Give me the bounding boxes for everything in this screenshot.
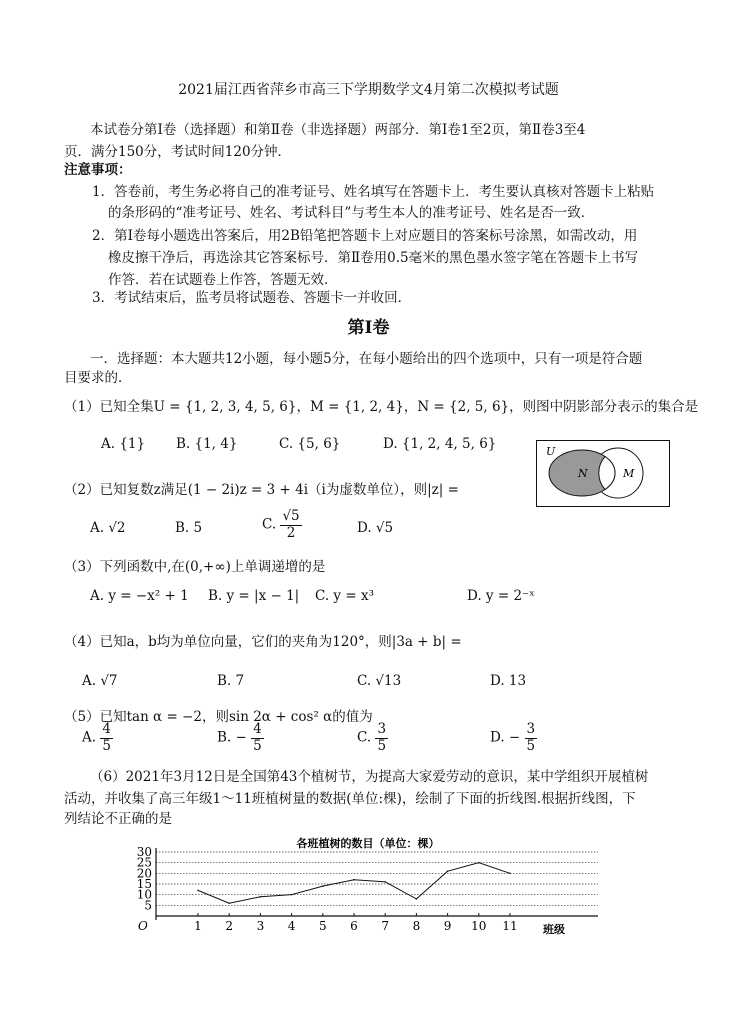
part-intro-line-1: 一．选择题：本大题共12小题，每小题5分，在每小题给出的四个选项中，只有一项是符合题 — [90, 351, 643, 367]
intro-line-1: 本试卷分第Ⅰ卷（选择题）和第Ⅱ卷（非选择题）两部分．第Ⅰ卷1至2页，第Ⅱ卷3至4 — [90, 122, 586, 138]
section-heading: 第Ⅰ卷 — [347, 318, 390, 338]
q5-option-c: C. $\frac{3}{5}$ — [357, 721, 387, 754]
data-point — [447, 870, 449, 872]
y-tick-label: 25 — [136, 855, 152, 870]
data-point — [509, 873, 511, 875]
x-tick-label: 6 — [350, 919, 358, 933]
q3-option-b: B. y = |x − 1| — [208, 588, 300, 604]
venn-label-m: M — [623, 467, 635, 480]
notice-heading: 注意事项： — [64, 162, 132, 178]
q2-stem: （2）已知复数z满足(1 − 2i)z = 3 + 4i（i为虚数单位），则|z| = — [64, 482, 459, 498]
q4-option-c: C. √13 — [357, 673, 402, 689]
data-point — [260, 896, 262, 898]
series-line — [198, 863, 510, 904]
q4-option-b: B. 7 — [217, 673, 245, 689]
venn-diagram — [536, 440, 670, 507]
q2-option-c-fraction: $\frac{√5}{2}$ — [282, 508, 300, 541]
data-point — [322, 885, 324, 887]
q6-line-1: （6）2021年3月12日是全国第43个植树节，为提高大家爱劳动的意识，某中学组织开展植树 — [90, 769, 649, 785]
data-point — [384, 881, 386, 883]
q1-option-d: D. {1, 2, 4, 5, 6} — [383, 436, 497, 452]
q4-option-a: A. √7 — [82, 673, 118, 689]
data-point — [197, 890, 199, 892]
x-tick-label: 11 — [502, 919, 518, 933]
notice-line: 2．第Ⅰ卷每小题选出答案后，用2B铅笔把答题卡上对应题目的答案标号涂黑，如需改动，用 — [92, 228, 638, 244]
y-tick-label: 20 — [136, 866, 152, 881]
x-tick-label: 7 — [381, 919, 390, 933]
q1-option-c: C. {5, 6} — [279, 436, 341, 452]
q2-option-a: A. √2 — [90, 520, 126, 536]
notice-line: 3．考试结束后，监考员将试题卷、答题卡一并收回． — [92, 290, 412, 306]
line-chart — [118, 832, 603, 936]
notice-line: 橡皮擦干净后，再选涂其它答案标号．第Ⅱ卷用0.5毫米的黑色墨水签字笔在答题卡上书写 — [108, 250, 639, 266]
x-tick-label: 1 — [194, 919, 202, 933]
intro-line-2: 页．满分150分，考试时间120分钟． — [64, 144, 292, 160]
data-point — [291, 894, 293, 896]
part-intro-line-2: 目要求的． — [64, 370, 132, 386]
origin-label: O — [138, 919, 148, 933]
data-point — [353, 879, 355, 881]
q3-stem: （3）下列函数中,在(0,+∞)上单调递增的是 — [64, 559, 326, 575]
q5-option-a: A. $\frac{4}{5}$ — [82, 721, 111, 754]
data-point — [416, 898, 418, 900]
x-tick-label: 3 — [256, 919, 265, 933]
q4-stem: （4）已知a，b均为单位向量，它们的夹角为120°，则|3a + b| = — [64, 634, 462, 650]
data-point — [478, 862, 480, 864]
venn-label-n: N — [578, 467, 588, 480]
page-title: 2021届江西省萍乡市高三下学期数学文4月第二次模拟考试题 — [178, 82, 559, 98]
q1-stem: （1）已知全集U = {1, 2, 3, 4, 5, 6}，M = {1, 2, 4}，N = {2, 5, 6}，则图中阴影部分表示的集合是 — [64, 399, 699, 415]
data-point — [228, 902, 230, 904]
q3-option-a: A. y = −x² + 1 — [90, 588, 189, 604]
chart-title: 各班植树的数目（单位：棵） — [296, 837, 440, 850]
q2-option-c: C. $\frac{√5}{2}$ — [262, 508, 300, 541]
x-tick-label: 8 — [412, 919, 421, 933]
y-tick-label: 15 — [136, 877, 152, 891]
q5-option-d: D. − $\frac{3}{5}$ — [490, 721, 536, 754]
y-tick-label: 10 — [136, 887, 152, 902]
q3-option-c: C. y = x³ — [315, 588, 374, 604]
x-tick-label: 10 — [471, 919, 487, 933]
x-axis-label: 班级 — [543, 923, 565, 936]
x-tick-label: 9 — [443, 919, 452, 933]
q3-option-d: D. y = 2⁻ˣ — [467, 588, 535, 604]
notice-line: 1．答卷前，考生务必将自己的准考证号、姓名填写在答题卡上．考生要认真核对答题卡上粘贴 — [92, 184, 655, 200]
x-tick-label: 5 — [318, 919, 327, 933]
x-tick-label: 4 — [287, 919, 296, 933]
q6-line-3: 列结论不正确的是 — [64, 811, 172, 827]
q5-stem: （5）已知tan α = −2，则sin 2α + cos² α的值为 — [64, 709, 373, 725]
notice-line: 的条形码的“准考证号、姓名、考试科目”与考生本人的准考证号、姓名是否一致． — [108, 205, 595, 221]
q2-option-b: B. 5 — [175, 520, 203, 536]
y-tick-label: 5 — [144, 898, 152, 913]
q2-option-d: D. √5 — [357, 520, 394, 536]
q4-option-d: D. 13 — [490, 673, 527, 689]
y-tick-label: 30 — [136, 845, 152, 859]
notice-line: 作答．若在试题卷上作答，答题无效． — [108, 272, 338, 288]
q5-option-b: B. − $\frac{4}{5}$ — [217, 721, 262, 754]
q1-option-b: B. {1, 4} — [176, 436, 238, 452]
venn-label-u: U — [546, 445, 556, 458]
q1-option-a: A. {1} — [101, 436, 146, 452]
q6-line-2: 活动，并收集了高三年级1～11班植树量的数据(单位:棵)，绘制了下面的折线图.根据折线图，下 — [64, 791, 636, 807]
x-tick-label: 2 — [225, 919, 234, 933]
